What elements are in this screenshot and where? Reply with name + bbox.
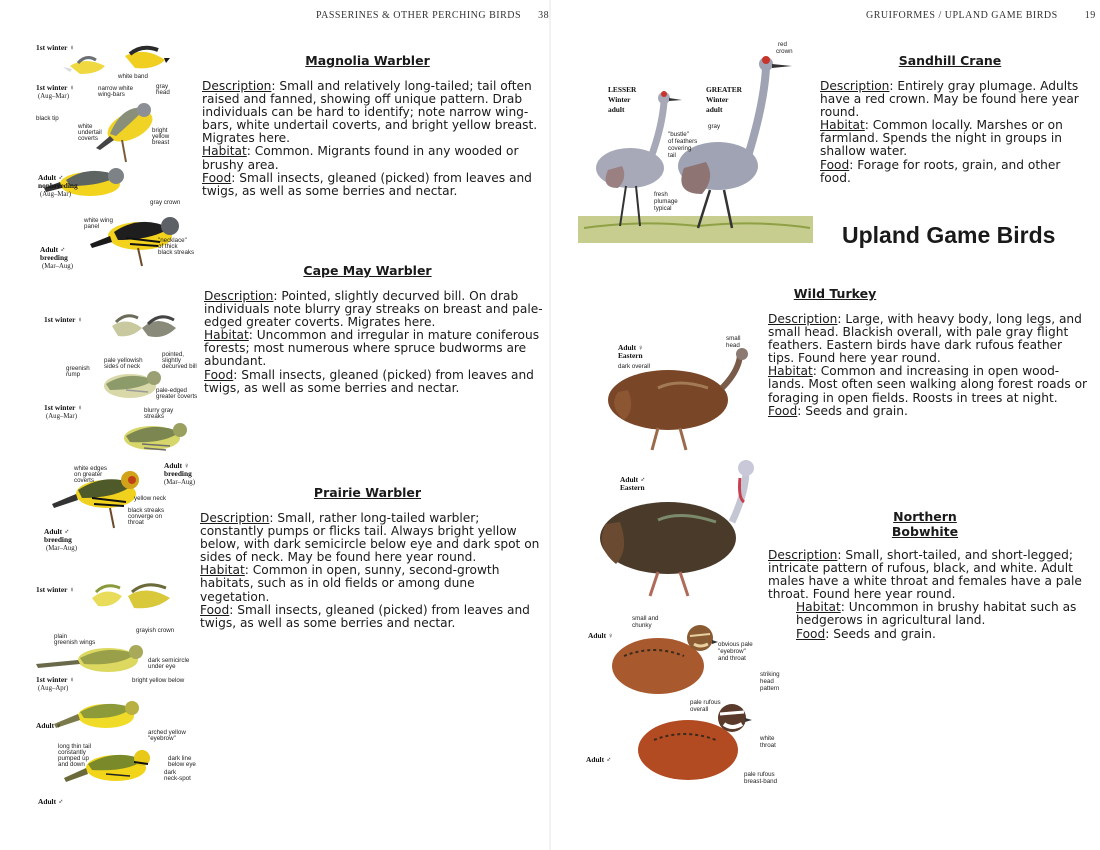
plate-caption: LESSER — [608, 85, 637, 94]
description-label: Description — [200, 511, 270, 525]
plate-caption: obvious pale — [718, 641, 753, 648]
plate-caption: breeding — [164, 469, 192, 478]
food-label: Food — [200, 602, 230, 617]
habitat-text: : Common locally. Marshes or on farmland. Spends the night in groups in shallow water. — [820, 118, 1063, 159]
habitat-text: : Common and increasing in open wood-lands. Most often seen walking along forest roads or foraging in open fields. Roosts in trees at night. — [768, 364, 1088, 405]
prairie-warbler-title: Prairie Warbler — [313, 485, 422, 500]
plate-caption: nonbreeding — [38, 181, 78, 190]
plate-caption: black streaks — [128, 507, 165, 514]
plate-caption: Adult ♂ — [40, 245, 66, 254]
plate-caption: striking — [760, 671, 780, 678]
habitat-text: : Uncommon in brushy habitat such as hedgerows in agricultural land. — [796, 600, 1077, 628]
plate-caption: pale yellowish — [104, 357, 143, 364]
plate-caption: Adult ♀ — [588, 631, 614, 640]
plate-caption: Adult ♀ — [618, 343, 644, 352]
bobwhite-female-figure — [612, 625, 718, 694]
plate-caption: slightly — [162, 357, 181, 364]
plate-caption: greenish — [66, 365, 90, 372]
plate-caption: decurved bill — [162, 363, 197, 370]
plate-caption: pale rufous — [744, 771, 775, 778]
right-header-title: GRUIFORMES / UPLAND GAME BIRDS — [866, 10, 1058, 21]
plate-caption: adult — [608, 105, 625, 114]
plate-caption: throat — [760, 742, 776, 749]
plate-caption: (Aug–Apr) — [38, 685, 69, 692]
plate-caption: pale rufous — [690, 699, 721, 706]
food-label: Food — [796, 626, 826, 641]
sandhill-crane-title: Sandhill Crane — [898, 53, 1002, 68]
plate-caption: Adult ♀ — [36, 721, 62, 730]
plate-caption: under eye — [148, 663, 176, 670]
plate-caption: and down — [58, 761, 85, 768]
plate-caption: breeding — [44, 535, 72, 544]
capemay-bird-adult-breeding — [52, 471, 139, 528]
plate-caption: gray crown — [150, 199, 181, 206]
plate-caption: neck-spot — [164, 775, 191, 782]
right-page-header — [866, 10, 1096, 21]
plate-caption: Adult ♂ — [620, 475, 646, 484]
description-text: : Pointed, slightly decurved bill. On drab individuals note blurry gray streaks on breast and pale-edged greater coverts. Migrates here. — [204, 289, 543, 330]
food-text: : Seeds and grain. — [797, 403, 908, 418]
plate-caption: throat — [128, 519, 144, 526]
magnolia-bird-flying-2 — [125, 48, 170, 69]
section-title-upland-game-birds: Upland Game Birds — [842, 222, 1056, 248]
plate-caption: overall — [690, 706, 709, 713]
description-label: Description — [820, 79, 890, 93]
plate-caption: white wing — [84, 217, 113, 224]
plate-caption: dark line — [168, 755, 192, 762]
plate-caption: fresh — [654, 191, 668, 198]
plate-caption: crown — [776, 48, 793, 55]
plate-caption: white edges — [74, 465, 108, 472]
food-text: : Small insects, gleaned (picked) from leaves and twigs, as well as some berries and nectar. — [200, 602, 530, 630]
prairie-bird-adult-female — [54, 701, 139, 728]
sandhill-crane-plate — [578, 38, 813, 243]
plate-caption: (Mar–Aug) — [46, 545, 77, 552]
plate-caption: (Aug–Mar) — [46, 413, 77, 420]
capemay-bird-1st-winter-2 — [124, 423, 187, 450]
magnolia-warbler-title: Magnolia Warbler — [305, 53, 430, 68]
description-label: Description — [768, 548, 838, 562]
plate-caption: of thick — [158, 243, 178, 250]
plate-caption: GREATER — [706, 85, 742, 94]
plate-caption: dark — [164, 769, 177, 776]
plate-caption: Adult ♂ — [586, 755, 612, 764]
plate-caption: dark semicircle — [148, 657, 190, 664]
plate-caption: head — [760, 678, 774, 685]
plate-caption: pale-edged — [156, 387, 187, 394]
plate-caption: 1st winter ♀ — [44, 315, 83, 324]
plate-caption: bright — [152, 127, 168, 134]
habitat-label: Habitat — [820, 118, 865, 133]
plate-caption: Eastern — [620, 483, 645, 492]
food-label: Food — [768, 403, 798, 418]
plate-caption: 1st winter ♀ — [36, 43, 75, 52]
plate-caption: Adult ♀ — [164, 461, 190, 470]
bobwhite-male-figure — [638, 704, 752, 780]
food-text: : Small insects, gleaned (picked) from leaves and twigs, as well as some berries and nectar. — [202, 170, 532, 198]
plate-caption: "eyebrow" — [718, 648, 746, 655]
plate-caption: blurry gray — [144, 407, 174, 414]
plate-caption: of feathers — [668, 138, 698, 145]
northern-bobwhite-plate — [584, 610, 789, 792]
plate-caption: yellow neck — [134, 495, 166, 502]
habitat-label: Habitat — [202, 144, 247, 159]
plate-caption: head — [726, 342, 740, 349]
habitat-label: Habitat — [204, 328, 249, 343]
plate-caption: tail — [668, 152, 676, 159]
cape-may-warbler-plate — [30, 308, 200, 553]
plate-caption: 1st winter ♀ — [44, 403, 83, 412]
plate-caption: Adult ♂ — [38, 173, 64, 182]
plate-caption: red — [778, 41, 787, 48]
magnolia-warbler-plate — [30, 36, 200, 271]
habitat-label: Habitat — [768, 364, 813, 379]
plate-caption: plumage — [654, 198, 678, 205]
plate-caption: arched yellow — [148, 729, 186, 736]
left-header-title: PASSERINES & OTHER PERCHING BIRDS — [316, 10, 522, 21]
prairie-bird-flying-1 — [92, 586, 122, 607]
plate-caption: greater coverts — [156, 393, 198, 400]
habitat-text: : Common in open, sunny, second-growth habitats, such as in old fields or among dune vegetation. — [200, 563, 500, 604]
northern-bobwhite-text — [768, 549, 1090, 641]
plate-caption: gray — [156, 83, 169, 90]
plate-caption: streaks — [144, 413, 164, 420]
plate-caption: dark overall — [618, 363, 650, 370]
food-text: : Forage for roots, grain, and other food. — [820, 157, 1061, 185]
plate-caption: "bustle" — [668, 131, 689, 138]
plate-caption: and throat — [718, 655, 746, 662]
capemay-bird-flying-2 — [142, 317, 176, 337]
plate-caption: 1st winter ♀ — [36, 83, 75, 92]
description-text: : Small, short-tailed, and short-legged; intricate pattern of rufous, black, and white. Adult males have a white throat and females have a pale throat. Found here year round. — [768, 548, 1082, 602]
plate-caption: converge on — [128, 513, 163, 520]
left-page-header — [316, 10, 549, 21]
plate-caption: white band — [118, 73, 148, 80]
prairie-warbler-plate — [30, 578, 200, 810]
plate-caption: sides of neck — [104, 363, 141, 370]
plate-caption: "eyebrow" — [148, 735, 176, 742]
food-label: Food — [820, 157, 850, 172]
plate-caption: breeding — [40, 253, 68, 262]
habitat-text: : Common. Migrants found in any wooded or brushy area. — [202, 144, 519, 172]
description-label: Description — [204, 289, 274, 303]
description-text: : Entirely gray plumage. Adults have a red crown. May be found here year round. — [820, 79, 1079, 120]
magnolia-warbler-text — [202, 80, 542, 198]
plate-caption: Adult ♂ — [38, 797, 64, 806]
description-label: Description — [202, 79, 272, 93]
plate-caption: yellow — [152, 133, 170, 140]
plate-caption: pointed, — [162, 351, 185, 358]
description-label: Description — [768, 312, 838, 326]
northern-bobwhite-title: Northern Bobwhite — [891, 509, 959, 539]
plate-caption: 1st winter ♀ — [36, 675, 75, 684]
habitat-label: Habitat — [796, 600, 841, 615]
plate-caption: (Mar–Aug) — [42, 263, 73, 270]
plate-caption: below eye — [168, 761, 196, 768]
right-page-number: 19 — [1084, 10, 1096, 21]
magnolia-bird-1st-winter — [96, 103, 157, 162]
plate-caption: Winter — [706, 95, 729, 104]
food-label: Food — [202, 170, 232, 185]
plate-caption: long thin tail — [58, 743, 92, 750]
habitat-label: Habitat — [200, 563, 245, 578]
plate-caption: head — [156, 89, 170, 96]
plate-caption: white — [760, 735, 775, 742]
plate-caption: white — [78, 123, 93, 130]
plate-caption: greenish wings — [54, 639, 96, 646]
plate-caption: grayish crown — [136, 627, 175, 634]
description-text: : Small and relatively long-tailed; tail often raised and fanned, showing off unique pattern. Drab individuals can be hard to identify; note narrow wing-bars, white undertail coverts, and bright yellow breast. Migrates here. — [202, 79, 538, 146]
plate-caption: black streaks — [158, 249, 195, 256]
sandhill-crane-text — [820, 80, 1090, 185]
plate-caption: constantly — [58, 749, 86, 756]
plate-caption: undertail — [78, 129, 102, 136]
prairie-bird-flying-2 — [128, 585, 170, 608]
plate-caption: small — [726, 335, 741, 342]
plate-caption: (Mar–Aug) — [164, 479, 195, 486]
plate-caption: narrow white — [98, 85, 134, 92]
cape-may-warbler-text — [204, 290, 544, 395]
plate-caption: panel — [84, 223, 100, 230]
plate-caption: 1st winter ♀ — [36, 585, 75, 594]
plate-caption: breast-band — [744, 778, 778, 785]
plate-caption: (Aug–Mar) — [38, 93, 69, 100]
habitat-text: : Uncommon and irregular in mature coniferous forests; most numerous where spruce budworms are abundant. — [204, 328, 540, 369]
page-gutter — [549, 0, 551, 850]
capemay-bird-1st-winter — [104, 371, 161, 398]
food-text: : Small insects, gleaned (picked) from leaves and twigs, as well as some berries and nectar. — [204, 367, 534, 395]
plate-caption: adult — [706, 105, 723, 114]
plate-caption: small and — [632, 615, 659, 622]
plate-caption: bright yellow below — [132, 677, 185, 684]
wild-turkey-title: Wild Turkey — [793, 286, 877, 301]
plate-caption: breast — [152, 139, 170, 146]
plate-caption: Adult ♂ — [44, 527, 70, 536]
plate-caption: wing-bars — [98, 91, 125, 98]
plate-caption: Winter — [608, 95, 631, 104]
plate-caption: plain — [54, 633, 68, 640]
plate-caption: Eastern — [618, 351, 643, 360]
capemay-bird-flying-1 — [112, 316, 142, 337]
food-text: : Seeds and grain. — [825, 626, 936, 641]
wild-turkey-text — [768, 313, 1090, 418]
plate-caption: chunky — [632, 622, 652, 629]
plate-caption: gray — [708, 123, 721, 130]
plate-caption: covering — [668, 145, 692, 152]
plate-caption: on greater — [74, 471, 103, 478]
description-text: : Small, rather long-tailed warbler; constantly pumps or flicks tail. Always bright yellow below, with dark semicircle below eye and dark spot on sides of neck. May be found here year round. — [200, 511, 540, 565]
plate-caption: "necklace" — [158, 237, 187, 244]
plate-caption: black tip — [36, 115, 59, 122]
plate-caption: typical — [654, 205, 672, 212]
food-label: Food — [204, 367, 234, 382]
plate-caption: pumped up — [58, 755, 89, 762]
prairie-warbler-text — [200, 512, 544, 630]
plate-caption: coverts — [78, 135, 98, 142]
plate-caption: (Aug–Mar) — [40, 191, 71, 198]
plate-caption: pattern — [760, 685, 780, 692]
left-page-number: 38 — [538, 10, 550, 21]
wild-turkey-plate — [588, 332, 763, 600]
magnolia-bird-flying-1 — [63, 58, 105, 74]
prairie-bird-1st-winter — [36, 645, 143, 672]
cape-may-warbler-title: Cape May Warbler — [303, 263, 432, 278]
plate-caption: coverts — [74, 477, 94, 484]
description-text: : Large, with heavy body, long legs, and small head. Blackish overall, with pale gray flight feathers. Eastern birds have dark rufous feather tips. Found here year round. — [768, 312, 1082, 366]
plate-caption: rump — [66, 371, 81, 378]
